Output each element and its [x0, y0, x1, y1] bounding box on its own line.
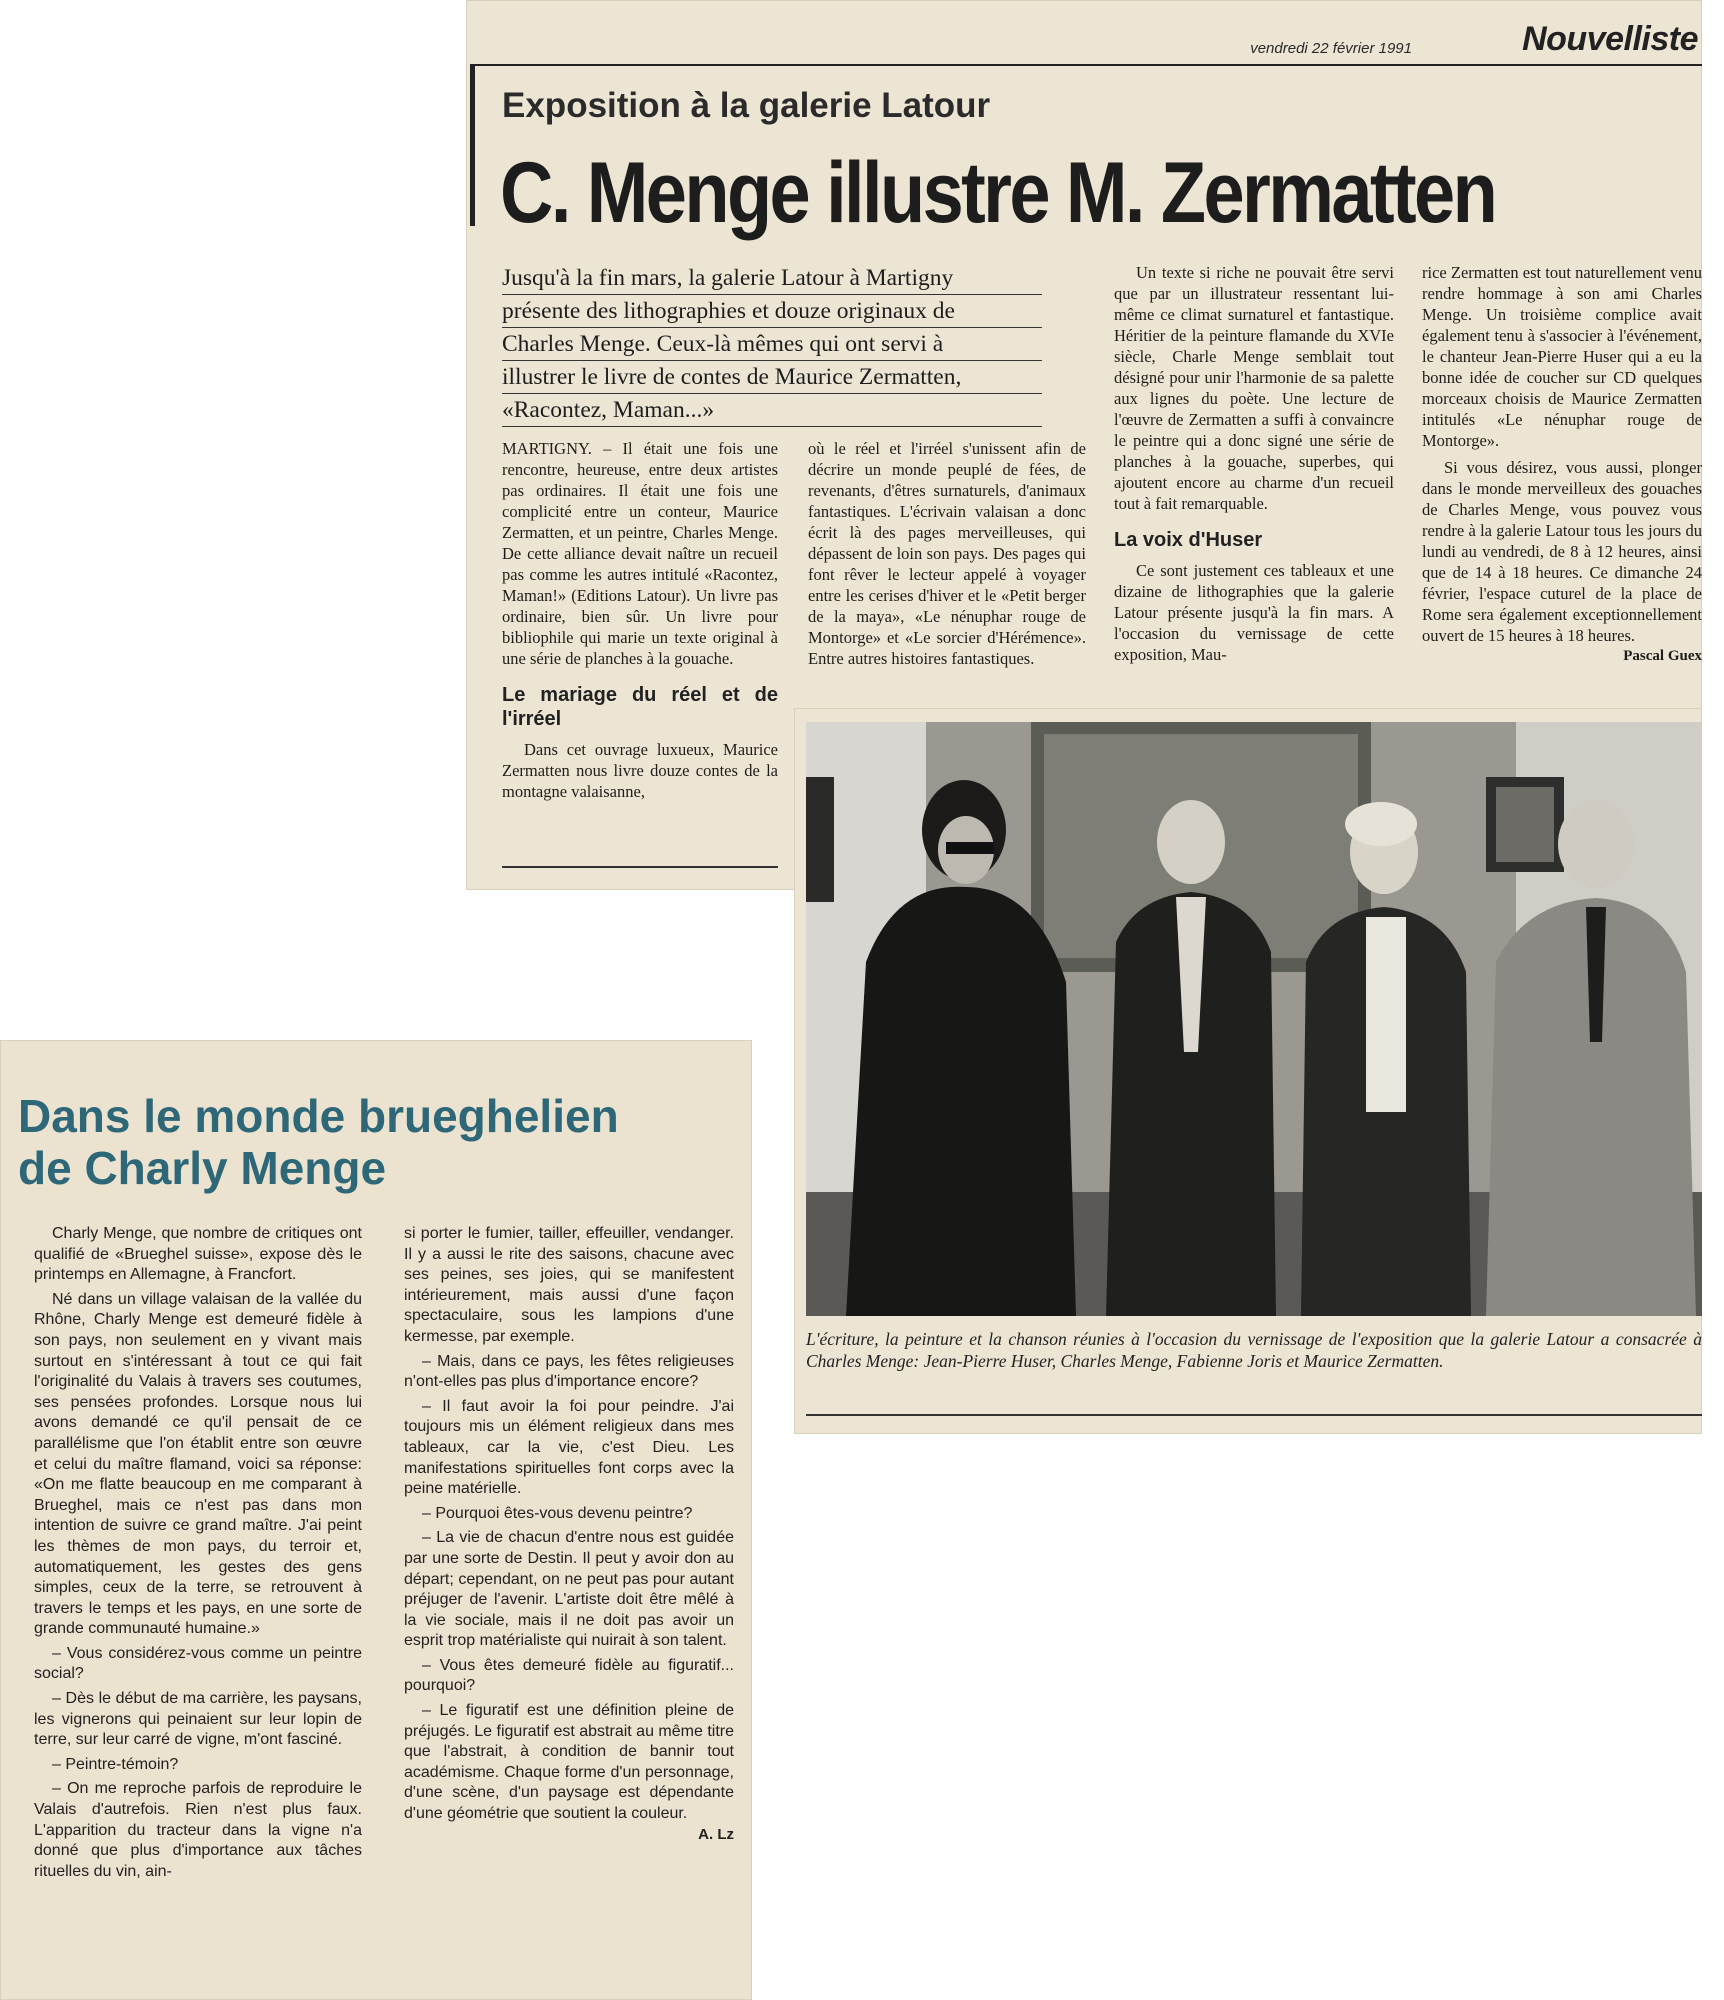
photo-illustration [806, 722, 1702, 1316]
article1-column-4 [1422, 262, 1702, 667]
article2-title [18, 1090, 619, 1194]
paragraph: – Vous êtes demeuré fidèle au figuratif... pourquoi? [404, 1656, 734, 1695]
title-line: de Charly Menge [18, 1142, 387, 1194]
subheading: Le mariage du réel et de l'irréel [502, 684, 778, 730]
title-line: Dans le monde brueghelien [18, 1090, 619, 1142]
paragraph: Né dans un village valaisan de la vallée du Rhône, Charly Menge est demeuré fidèle à son pays, non seulement en y vivant mais surtout en s'intéressant à tout ce qui fait l'originalité du Valais à travers ses coutumes, ses pensées profondes. Lorsque nous lui avons demandé ce qu'il pensait de ce parallélisme que l'on établit entre son œuvre et celui du maître flamand, voici sa réponse: «On me flatte beaucoup en me comparant à Brueghel, mais ce n'est pas dans mon intention de suivre ce grand maître. J'ai peint les thèmes de mon pays, du terroir et, automatiquement, les gestes des gens simples, ceux de la terre, se retrouvent à travers le temps et les pays, en une sorte de grande communauté humaine.» [34, 1290, 362, 1638]
photo-caption: L'écriture, la peinture et la chanson réunies à l'occasion du vernissage de l'exposition que la galerie Latour a consacrée à Charles Menge: Jean-Pierre Huser, Charles Menge, Fabienne Joris et Maurice Zermatten. [806, 1329, 1702, 1371]
lead-line: Charles Menge. Ceux-là mêmes qui ont servi à [502, 328, 1042, 361]
article-kicker: Exposition à la galerie Latour [502, 86, 991, 125]
article2-column-right [404, 1224, 734, 1845]
paragraph: – Dès le début de ma carrière, les paysans, les vignerons qui peinaient sur leur lopin de terre, sur leur carré de vigne, m'ont fasciné. [34, 1690, 362, 1749]
article-headline: C. Menge illustre M. Zermatten [500, 145, 1496, 241]
article1-column-1 [502, 438, 778, 802]
column-end-rule [502, 866, 778, 868]
paragraph: où le réel et l'irréel s'unissent afin de décrire un monde peuplé de fées, de revenants, d'êtres surnaturels, d'animaux fantastiques. L'écrivain valaisan a donc écrit là des pages merveilleuses, qui dépassent de loin son pays. Des pages qui font rêver le lecteur appelé à voyager entre les cerises d'hiver et le «Petit berger de la maya», «Le nénuphar rouge de Montorge» et «Le sorcier d'Hérémence». Entre autres histoires fantastiques. [808, 439, 1086, 668]
paragraph: MARTIGNY. – Il était une fois une rencontre, heureuse, entre deux artistes pas ordinaires. Il était une fois une complicité entre un conteur, Maurice Zermatten, et un peintre, Charles Menge. De cette alliance devait naître un recueil pas comme les autres intitulé «Racontez, Maman!» (Editions Latour). Un livre pas ordinaire, bien sûr. Un livre pour bibliophile qui marie un texte original à une série de planches à la gouache. [502, 439, 778, 668]
article1-column-2 [808, 438, 1086, 669]
paragraph: – Peintre-témoin? [52, 1755, 179, 1773]
article-lead [502, 262, 1042, 427]
subheading: La voix d'Huser [1114, 529, 1263, 551]
lead-line: Jusqu'à la fin mars, la galerie Latour à Martigny [502, 262, 1042, 295]
paragraph: – On me reproche parfois de reproduire le Valais d'autrefois. Rien n'est plus faux. L'apparition du tracteur dans la vigne n'a donné que plus d'importance aux tâches rituelles du vin, ain- [34, 1780, 362, 1880]
paragraph: Charly Menge, que nombre de critiques ont qualifié de «Brueghel suisse», expose dès le printemps en Allemagne, à Francfort. [34, 1225, 362, 1284]
headline-side-bar [470, 66, 475, 226]
paragraph: – Pourquoi êtes-vous devenu peintre? [422, 1504, 693, 1522]
newspaper-name: Nouvelliste [1522, 20, 1698, 58]
paragraph: – Mais, dans ce pays, les fêtes religieuses n'ont-elles pas plus d'importance encore? [404, 1352, 734, 1391]
article2-column-left [34, 1224, 362, 1882]
paragraph: Si vous désirez, vous aussi, plonger dans le monde merveilleux des gouaches de Charles Menge, vous pouvez vous rendre à la galerie Latour tous les jours du lundi au vendredi, de 8 à 12 heures, ainsi que de 14 à 18 heures. Ce dimanche 24 février, l'espace cuturel de la place de Rome sera également exceptionnellement ouvert de 15 heures à 18 heures. [1422, 458, 1702, 645]
masthead [466, 18, 1702, 64]
paragraph: – Il faut avoir la foi pour peindre. J'ai toujours mis un élément religieux dans mes tableaux, car la vie, c'est Dieu. Les manifestations spirituelles font corps avec la peine matérielle. [404, 1397, 734, 1498]
article1-column-3 [1114, 262, 1394, 665]
paragraph: – Vous considérez-vous comme un peintre social? [34, 1644, 362, 1683]
paragraph: Dans cet ouvrage luxueux, Maurice Zermatten nous livre douze contes de la montagne valaisanne, [502, 740, 778, 801]
paragraph: – La vie de chacun d'entre nous est guidée par une sorte de Destin. Il peut y avoir don au départ; cependant, on ne peut pas pour autant préjuger de l'avenir. L'artiste doit être mêlé à la vie sociale, mais il ne doit pas avoir un esprit trop matérialiste qui nuirait à son talent. [404, 1529, 734, 1650]
paragraph: Un texte si riche ne pouvait être servi que par un illustrateur ressentant lui-même ce climat surnaturel et fantastique. Héritier de la peinture flamande du XVIe siècle, Charle Menge semblait tout désigné pour unir l'harmonie de sa palette aux lignes du poète. Une lecture de l'œuvre de Zermatten a suffi à convaincre le peintre qui a donc signé une série de planches à la gouache, superbes, qui ajoutent encore au charme d'un recueil tout à fait remarquable. [1114, 263, 1394, 513]
paragraph: si porter le fumier, tailler, effeuiller, vendanger. Il y a aussi le rite des saisons, chacune avec ses peines, ses joies, qui se manifestent intérieurement, mais aussi d'une façon spectaculaire, sous les lampions d'une kermesse, par exemple. [404, 1225, 734, 1345]
issue-date: vendredi 22 février 1991 [1250, 40, 1412, 57]
lead-line: illustrer le livre de contes de Maurice Zermatten, [502, 361, 1042, 394]
author-signature: Pascal Guex [1623, 648, 1702, 664]
author-signature: A. Lz [698, 1825, 734, 1843]
masthead-rule [470, 64, 1702, 66]
paragraph: rice Zermatten est tout naturellement venu rendre hommage à son ami Charles Menge. Un troisième complice avait également tenu à s'associer à l'événement, le chanteur Jean-Pierre Huser qui a eu la bonne idée de coucher sur CD quelques morceaux choisis de Maurice Zermatten intitulés «Le nénuphar rouge de Montorge». [1422, 263, 1702, 450]
paragraph: – Le figuratif est une définition pleine de préjugés. Le figuratif est abstrait au même titre que l'abstrait, à condition de bannir tout académisme. Chaque forme d'un personnage, d'une scène, d'un paysage est dépendante d'une géométrie que soutient la couleur. [404, 1702, 734, 1823]
vernissage-photo [806, 722, 1702, 1316]
caption-rule [806, 1414, 1702, 1416]
lead-line: «Racontez, Maman...» [502, 394, 1042, 427]
lead-line: présente des lithographies et douze originaux de [502, 295, 1042, 328]
paragraph: Ce sont justement ces tableaux et une dizaine de lithographies que la galerie Latour présente jusqu'à la fin mars. A l'occasion du vernissage de cette exposition, Mau- [1114, 561, 1394, 664]
